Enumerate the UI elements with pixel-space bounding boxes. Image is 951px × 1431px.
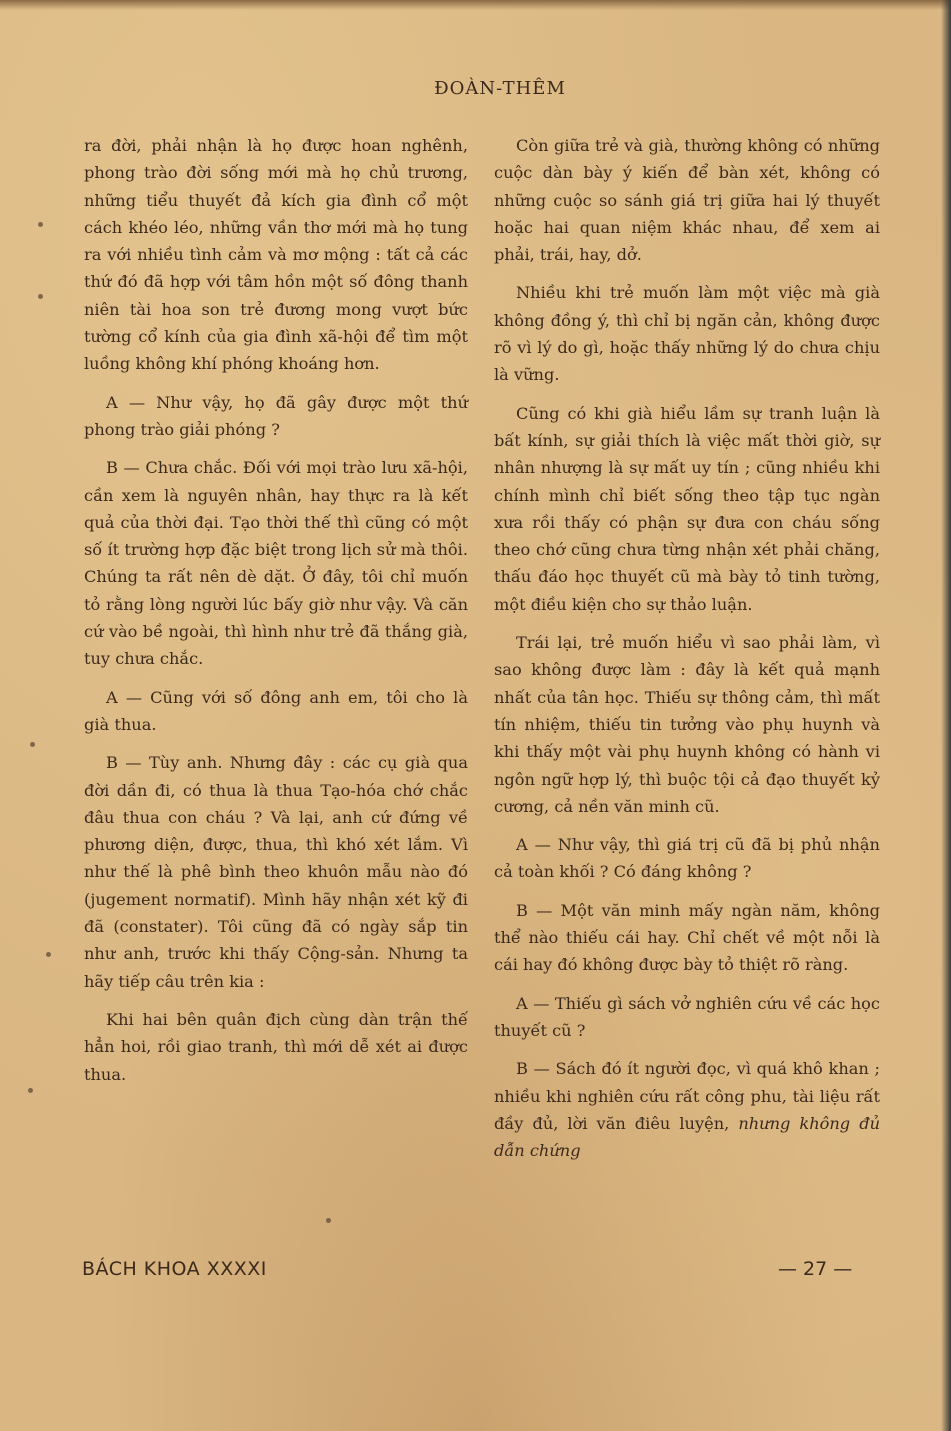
paragraph-text: B — Sách đó ít người đọc, vì quá khô khan ; nhiều khi nghiên cứu rất công phu, tài liệu rất đầy đủ, lời văn điêu luyện,	[494, 1059, 880, 1133]
paragraph: B — Tùy anh. Nhưng đây : các cụ già qua đời dần đi, có thua là thua Tạo-hóa chớ chắc đâu thua con cháu ? Và lại, anh cứ đứng về phương diện, được, thua, thì khó xét lắm. Vì như thế là phê bình theo khuôn mẫu nào đó (jugement normatif). Mình hãy nhận xét kỹ đi đã (constater). Tôi cũng đã có ngày sắp tin như anh, trước khi thấy Cộng-sản. Nhưng ta hãy tiếp câu trên kia :	[84, 753, 468, 991]
italic-phrase: nhưng không đủ dẫn chứng	[494, 1113, 880, 1161]
page-speck	[326, 1218, 331, 1223]
page-top-edge	[0, 0, 951, 10]
paragraph: A — Như vậy, thì giá trị cũ đã bị phủ nhận cả toàn khối ? Có đáng không ?	[494, 835, 880, 882]
paragraph: Cũng có khi già hiểu lầm sự tranh luận là bất kính, sự giải thích là việc mất thời giờ, sự nhân nhượng là sự mất uy tín ; cũng nhiều khi chính mình chỉ biết sống theo tập tục ngàn xưa rồi thấy có phận sự đưa con cháu sống theo chớ cũng chưa từng nhận xét phải chăng, thấu đáo học thuyết cũ mà bày tỏ tinh tường, một điều kiện cho sự thảo luận.	[494, 403, 880, 614]
page-speck	[38, 294, 43, 299]
paragraph	[494, 1055, 880, 1164]
paragraph: Nhiều khi trẻ muốn làm một việc mà già không đồng ý, thì chỉ bị ngăn cản, không được rõ vì lý do gì, hoặc thấy những lý do chưa chịu là vững.	[494, 283, 880, 385]
paragraph: B — Chưa chắc. Đối với mọi trào lưu xã-hội, cần xem là nguyên nhân, hay thực ra là kết quả của thời đại. Tạo thời thế thì cũng có một số ít trường hợp đặc biệt trong lịch sử mà thôi. Chúng ta rất nên dè dặt. Ở đây, tôi chỉ muốn tỏ rằng lòng người lúc bấy giờ như vậy. Và căn cứ vào bề ngoài, thì hình như trẻ đã thắng già, tuy chưa chắc.	[84, 458, 468, 669]
page-right-edge	[941, 0, 951, 1431]
paragraph: Trái lại, trẻ muốn hiểu vì sao phải làm, vì sao không được làm : đây là kết quả mạnh nhất của tân học. Thiếu sự thông cảm, thì mất tín nhiệm, thiếu tin tưởng vào phụ huynh và khi thấy một vài phụ huynh không có hành vi ngôn ngữ hợp lý, thì buộc tội cả đạo thuyết kỷ cương, cả nền văn minh cũ.	[494, 633, 880, 816]
running-head: ĐOÀN-THÊM	[434, 78, 566, 99]
page-speck	[28, 1088, 33, 1093]
left-column	[84, 132, 468, 1088]
paragraph: Khi hai bên quân địch cùng dàn trận thế hẳn hoi, rồi giao tranh, thì mới dễ xét ai được thua.	[84, 1009, 468, 1084]
page-speck	[30, 742, 35, 747]
publication-name: BÁCH KHOA XXXXI	[82, 1258, 267, 1280]
paragraph: A — Thiếu gì sách vở nghiên cứu về các học thuyết cũ ?	[494, 993, 880, 1040]
paragraph: A — Như vậy, họ đã gây được một thứ phong trào giải phóng ?	[84, 392, 468, 439]
page-speck	[46, 952, 51, 957]
paragraph: ra đời, phải nhận là họ được hoan nghênh, phong trào đời sống mới mà họ chủ trương, những tiểu thuyết đả kích gia đình cổ một cách khéo léo, những vần thơ mới mà họ tung ra với nhiều tình cảm và mơ mộng : tất cả các thứ đó đã hợp với tâm hồn một số đông thanh niên tài hoa son trẻ đương mong vượt bức tường cổ kính của gia đình xã-hội để tìm một luồng không khí phóng khoáng hơn.	[84, 136, 468, 374]
paragraph: B — Một văn minh mấy ngàn năm, không thể nào thiếu cái hay. Chỉ chết về một nỗi là cái hay đó không được bày tỏ thiệt rõ ràng.	[494, 900, 880, 975]
page-number: — 27 —	[778, 1258, 853, 1280]
paragraph: A — Cũng với số đông anh em, tôi cho là già thua.	[84, 687, 468, 734]
page-speck	[38, 222, 43, 227]
paragraph: Còn giữa trẻ và già, thường không có những cuộc dàn bày ý kiến để bàn xét, không có những cuộc so sánh giá trị giữa hai lý thuyết hoặc hai quan niệm khác nhau, để xem ai phải, trái, hay, dở.	[494, 136, 880, 265]
right-column	[494, 132, 880, 1164]
